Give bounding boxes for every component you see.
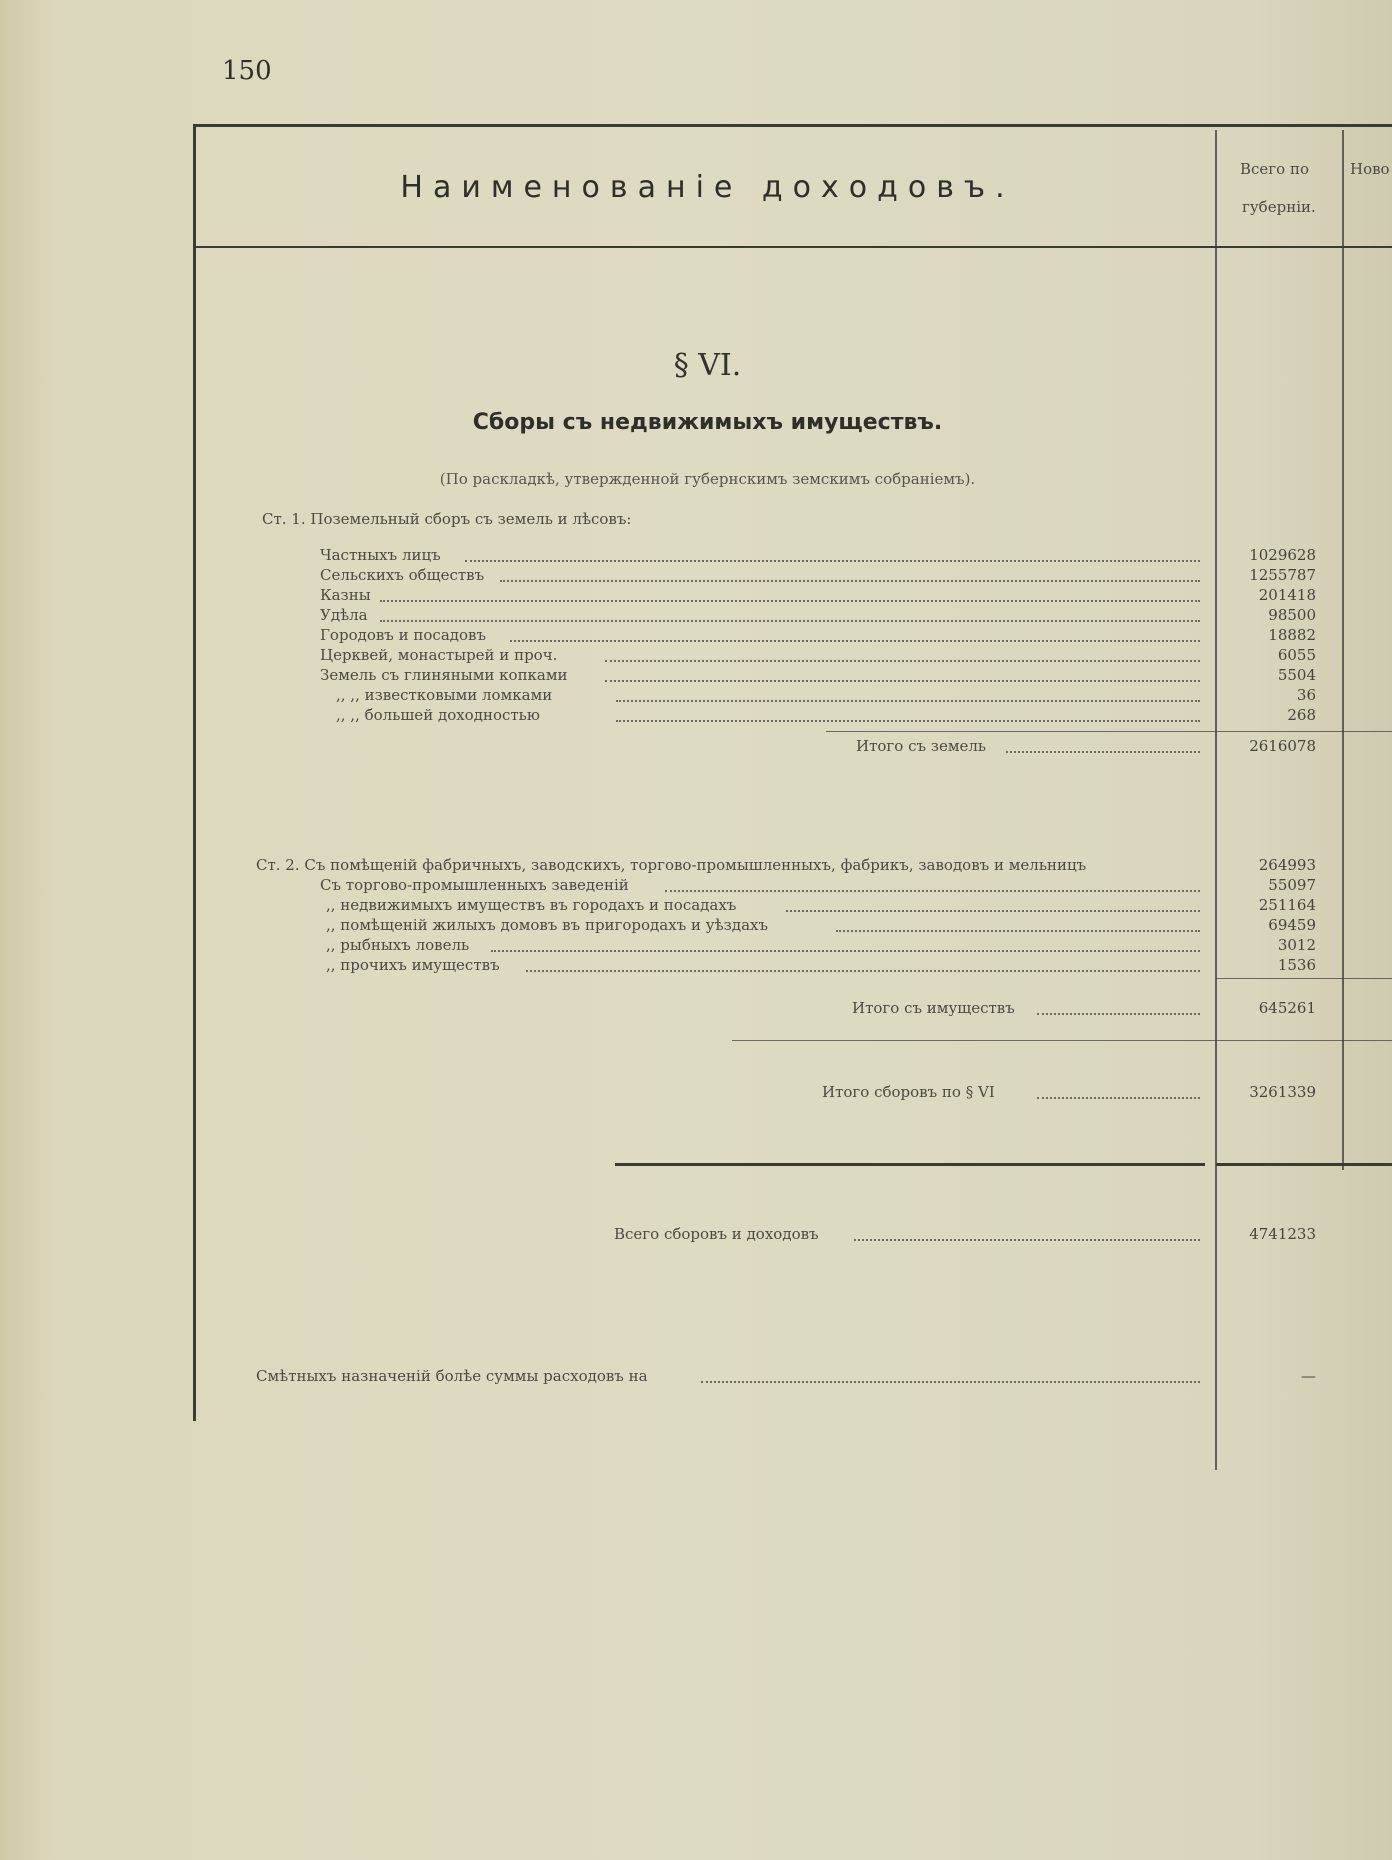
vi-sum-line <box>732 1040 1392 1041</box>
st1-row <box>336 706 1200 726</box>
st2-row-label: ,, помѣщеній жилыхъ домовъ въ пригородахъ и уѣздахъ <box>326 916 769 934</box>
leader-dots <box>380 604 1200 622</box>
st1-row-label: Сельскихъ обществъ <box>320 566 485 584</box>
st2-row <box>256 856 1200 876</box>
grand-total-row <box>614 1225 1200 1245</box>
st2-row <box>326 916 1200 936</box>
st1-value: 98500 <box>1268 606 1316 624</box>
st2-row <box>320 876 1200 896</box>
leader-dots <box>526 954 1200 972</box>
st2-value: 55097 <box>1268 876 1316 894</box>
st1-row <box>320 546 1200 566</box>
leader-dots <box>605 664 1200 682</box>
total-vi-row <box>822 1083 1200 1103</box>
leader-dots <box>510 624 1200 642</box>
st2-value: 69459 <box>1268 916 1316 934</box>
st2-row-label: Съ торгово-промышленныхъ заведеній <box>320 876 629 894</box>
st1-row-label: Удѣла <box>320 606 368 624</box>
st2-sum-line <box>1216 978 1392 979</box>
leader-dots <box>665 874 1200 892</box>
st1-sum-line <box>826 731 1392 732</box>
st2-row-label: ,, прочихъ имуществъ <box>326 956 500 974</box>
grand-total-rule-right <box>1216 1163 1392 1166</box>
column-divider-1 <box>1215 130 1217 1470</box>
st2-row-label: Ст. 2. Съ помѣщеній фабричныхъ, заводскихъ, торгово-промышленныхъ, фабрикъ, заводовъ и мельницъ <box>256 856 1087 874</box>
total-vi-value: 3261339 <box>1249 1083 1316 1101</box>
table-top-border <box>195 124 1392 127</box>
leader-dots <box>854 1223 1200 1241</box>
leader-dots <box>786 894 1200 912</box>
excess-label: Смѣтныхъ назначеній болѣе суммы расходовъ на <box>256 1367 648 1385</box>
st2-total-label: Итого съ имуществъ <box>852 999 1015 1017</box>
header-bottom-border <box>195 246 1392 248</box>
leader-dots <box>616 684 1200 702</box>
column-divider-2 <box>1342 130 1344 1170</box>
excess-row <box>256 1367 1200 1387</box>
leader-dots <box>701 1365 1200 1383</box>
st1-value: 201418 <box>1258 586 1316 604</box>
st1-total-row <box>856 737 1200 757</box>
grand-total-rule <box>615 1163 1205 1166</box>
st1-row-label: ,, ,, большей доходностью <box>336 706 540 724</box>
leader-dots <box>500 564 1200 582</box>
grand-total-value: 4741233 <box>1249 1225 1316 1243</box>
st1-row <box>336 686 1200 706</box>
st2-row <box>326 956 1200 976</box>
st1-row-label: ,, ,, известковыми ломками <box>336 686 553 704</box>
leader-dots <box>380 584 1200 602</box>
st1-row <box>320 566 1200 586</box>
st1-heading: Ст. 1. Поземельный сборъ съ земель и лѣсовъ: <box>262 510 632 528</box>
section-number: § VI. <box>673 348 742 383</box>
st1-row-label: Земель съ глиняными копками <box>320 666 568 684</box>
st1-total-value: 2616078 <box>1249 737 1316 755</box>
st2-value: 1536 <box>1277 956 1316 974</box>
total-vi-label: Итого сборовъ по § VI <box>822 1083 995 1101</box>
grand-total-label: Всего сборовъ и доходовъ <box>614 1225 819 1243</box>
st1-row-label: Церквей, монастырей и проч. <box>320 646 558 664</box>
table-left-border <box>193 124 196 1421</box>
st1-value: 18882 <box>1268 626 1316 644</box>
leader-dots <box>491 934 1200 952</box>
st1-row-label: Казны <box>320 586 371 604</box>
header-title: Наименованіе доходовъ. <box>400 170 1015 205</box>
leader-dots <box>1006 735 1200 753</box>
st1-row-label: Частныхъ лицъ <box>320 546 441 564</box>
st1-value: 1255787 <box>1249 566 1316 584</box>
st1-value: 268 <box>1287 706 1316 724</box>
st1-row-label: Городовъ и посадовъ <box>320 626 487 644</box>
st1-row <box>320 666 1200 686</box>
st2-row-label: ,, недвижимыхъ имуществъ въ городахъ и посадахъ <box>326 896 737 914</box>
st1-value: 6055 <box>1277 646 1316 664</box>
st2-total-row <box>852 999 1200 1019</box>
section-title: Сборы съ недвижимыхъ имуществъ. <box>472 410 943 435</box>
st1-row <box>320 646 1200 666</box>
st1-value: 1029628 <box>1249 546 1316 564</box>
st1-row <box>320 586 1200 606</box>
excess-value: — <box>1301 1367 1316 1385</box>
st2-total-value: 645261 <box>1258 999 1316 1017</box>
leader-dots <box>605 644 1200 662</box>
leader-dots <box>465 544 1200 562</box>
st1-value: 5504 <box>1277 666 1316 684</box>
leader-dots <box>616 704 1200 722</box>
leader-dots <box>836 914 1200 932</box>
st2-row <box>326 896 1200 916</box>
st1-row <box>320 626 1200 646</box>
leader-dots <box>1037 997 1200 1015</box>
header-col2-partial: Ново <box>1350 160 1390 178</box>
st1-value: 36 <box>1296 686 1316 704</box>
section-note: (По раскладкѣ, утвержденной губернскимъ земскимъ собраніемъ). <box>439 470 976 488</box>
st1-total-label: Итого съ земель <box>856 737 987 755</box>
header-col1-line1: Всего по <box>1240 160 1309 178</box>
header-col1-line2: губерніи. <box>1242 198 1316 216</box>
st2-row-label: ,, рыбныхъ ловель <box>326 936 470 954</box>
st1-row <box>320 606 1200 626</box>
st2-row <box>326 936 1200 956</box>
page-number: 150 <box>222 56 272 86</box>
st2-value: 3012 <box>1277 936 1316 954</box>
st2-value: 264993 <box>1258 856 1316 874</box>
st2-value: 251164 <box>1258 896 1316 914</box>
leader-dots <box>1037 1081 1200 1099</box>
